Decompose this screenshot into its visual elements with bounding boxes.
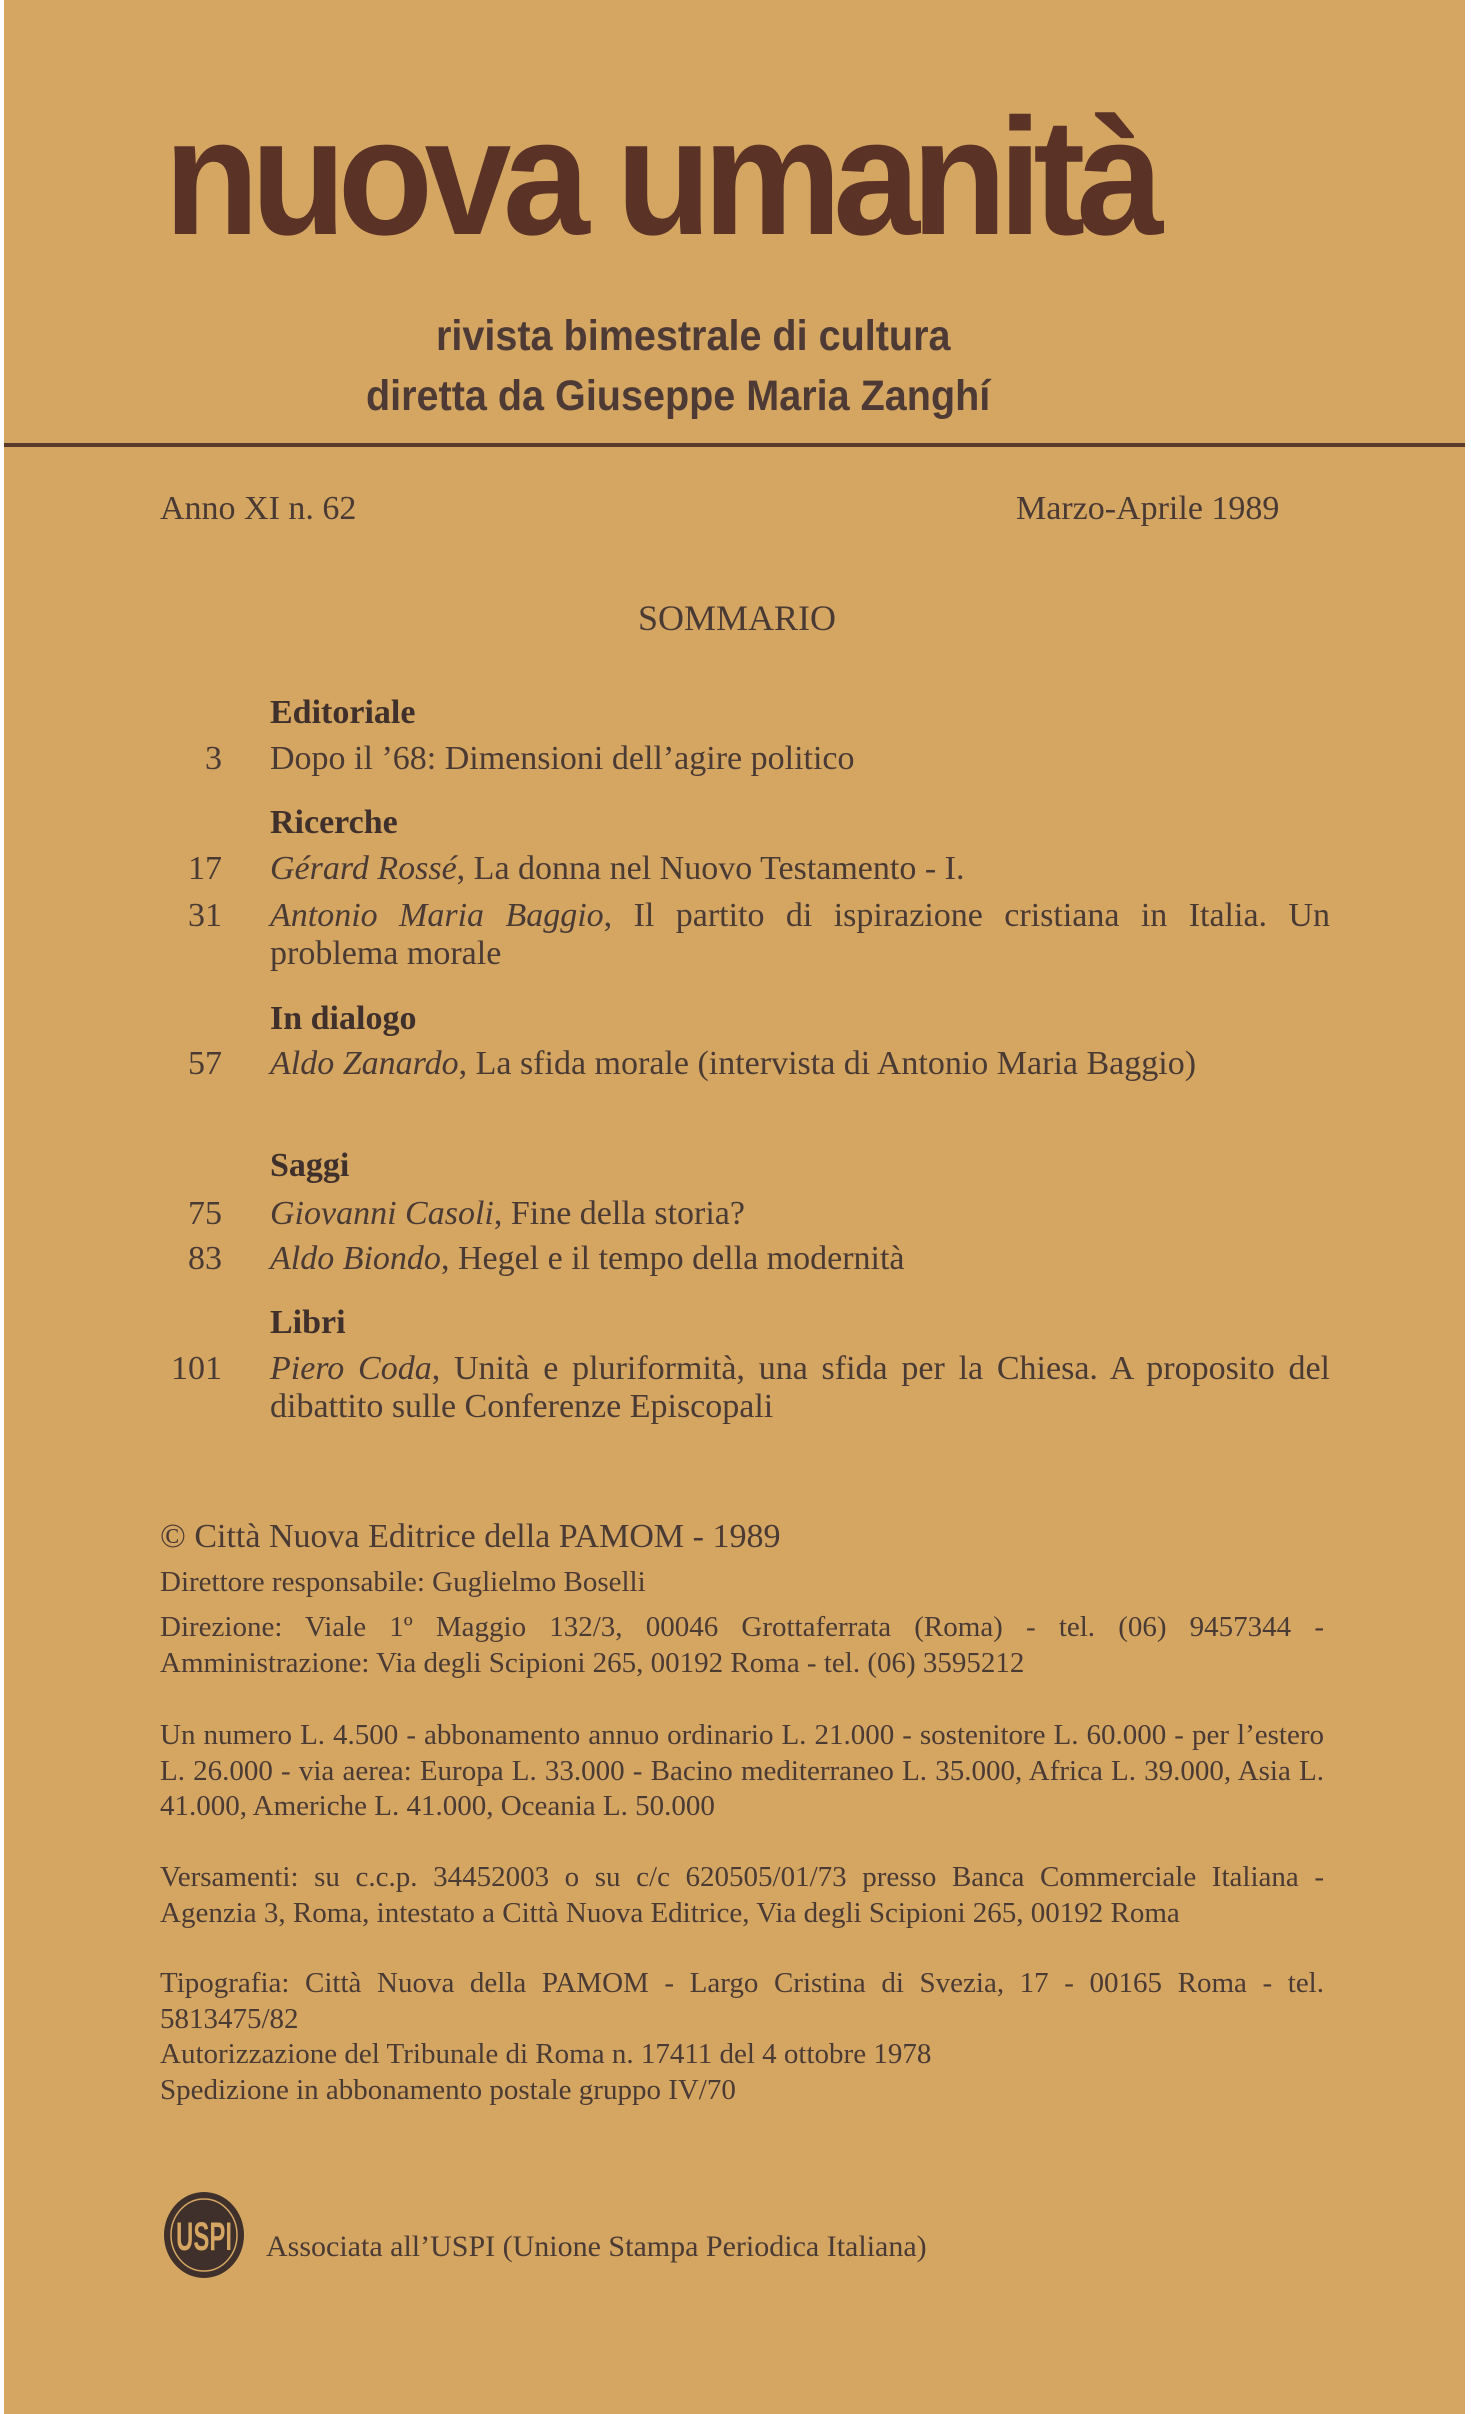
uspi-association-label: Associata all’USPI (Unione Stampa Periodica Italiana) [266,2230,927,2263]
toc-entry-author: Piero Coda [270,1350,432,1387]
prices-block: Un numero L. 4.500 - abbonamento annuo ordinario L. 21.000 - sostenitore L. 60.000 - per l’estero L. 26.000 - via aerea: Europa L. 33.000 - Bacino mediterraneo L. 35.000, Africa L. 39.000, Asia L. 41.000, Americhe L. 41.000, Oceania L. 50.000 [160,1719,1324,1822]
issue-number: Anno XI n. 62 [160,490,357,527]
toc-entry[interactable] [270,1045,1330,1083]
toc-entry-author: Giovanni Casoli [270,1195,494,1232]
shipping-line: Spedizione in abbonamento postale gruppo IV/70 [160,2074,736,2106]
toc-section-title: Libri [270,1304,346,1341]
toc-page-number: 3 [205,740,222,777]
toc-entry-text: , Fine della storia? [493,1195,745,1232]
toc-entry-text: , La sfida morale (intervista di Antonio Maria Baggio) [458,1045,1197,1082]
toc-entry-text: , Unità e pluriformità, una sfida per la Chiesa. A proposito del dibattito sulle Conferenze Episcopali [270,1350,1330,1425]
director-line: Direttore responsabile: Guglielmo Boselli [160,1566,646,1598]
toc-page-number: 83 [188,1240,222,1277]
magazine-cover-page [4,0,1465,2414]
toc-section-title: In dialogo [270,1000,417,1037]
toc-page-number: 75 [188,1195,222,1232]
toc-page-number: 17 [188,850,222,887]
authorization-line: Autorizzazione del Tribunale di Roma n. 17411 del 4 ottobre 1978 [160,2038,932,2070]
masthead-title: nuova umanità [164,85,1156,270]
toc-entry-author: Gérard Rossé [270,850,457,887]
toc-entry[interactable] [270,897,1330,973]
printer-block: Tipografia: Città Nuova della PAMOM - Largo Cristina di Svezia, 17 - 00165 Roma - tel. 5813475/82 [160,1967,1324,2035]
toc-entry-author: Aldo Zanardo [270,1045,459,1082]
toc-section-title: Ricerche [270,804,398,841]
uspi-logo-icon [162,2190,246,2280]
toc-page-number: 57 [188,1045,222,1082]
toc-entry[interactable] [270,740,1330,778]
toc-page-number: 31 [188,897,222,934]
payments-block: Versamenti: su c.c.p. 34452003 o su c/c 620505/01/73 presso Banca Commerciale Italiana - Agenzia 3, Roma, intestato a Città Nuova Editrice, Via degli Scipioni 265, 00192 Roma [160,1861,1324,1929]
toc-section-title: Editoriale [270,694,416,731]
toc-entry-text: , La donna nel Nuovo Testamento - I. [456,850,965,887]
toc-entry-author: Antonio Maria Baggio [270,897,604,934]
toc-section-title: Saggi [270,1147,350,1184]
toc-entry-text: Dopo il ’68: Dimensioni dell’agire politico [270,740,855,777]
divider-rule [4,443,1465,447]
masthead-subtitle: rivista bimestrale di cultura [436,312,951,360]
svg-text:USPI: USPI [176,2213,232,2259]
toc-entry[interactable] [270,1240,1330,1278]
masthead-editor: diretta da Giuseppe Maria Zanghí [366,372,991,420]
toc-entry[interactable] [270,1350,1330,1426]
copyright-line: © Città Nuova Editrice della PAMOM - 1989 [160,1518,781,1555]
toc-heading: SOMMARIO [638,598,837,638]
toc-entry-author: Aldo Biondo [270,1240,441,1277]
toc-page-number: 101 [171,1350,222,1387]
toc-entry[interactable] [270,850,1330,888]
issue-date: Marzo-Aprile 1989 [1016,490,1280,527]
address-block: Direzione: Viale 1º Maggio 132/3, 00046 Grottaferrata (Roma) - tel. (06) 9457344 - Amministrazione: Via degli Scipioni 265, 00192 Roma - tel. (06) 3595212 [160,1611,1324,1679]
toc-entry-text: , Hegel e il tempo della modernità [440,1240,905,1277]
toc-entry-text: , Il partito di ispirazione cristiana in Italia. Un problema morale [270,897,1330,972]
toc-entry[interactable] [270,1195,1330,1233]
